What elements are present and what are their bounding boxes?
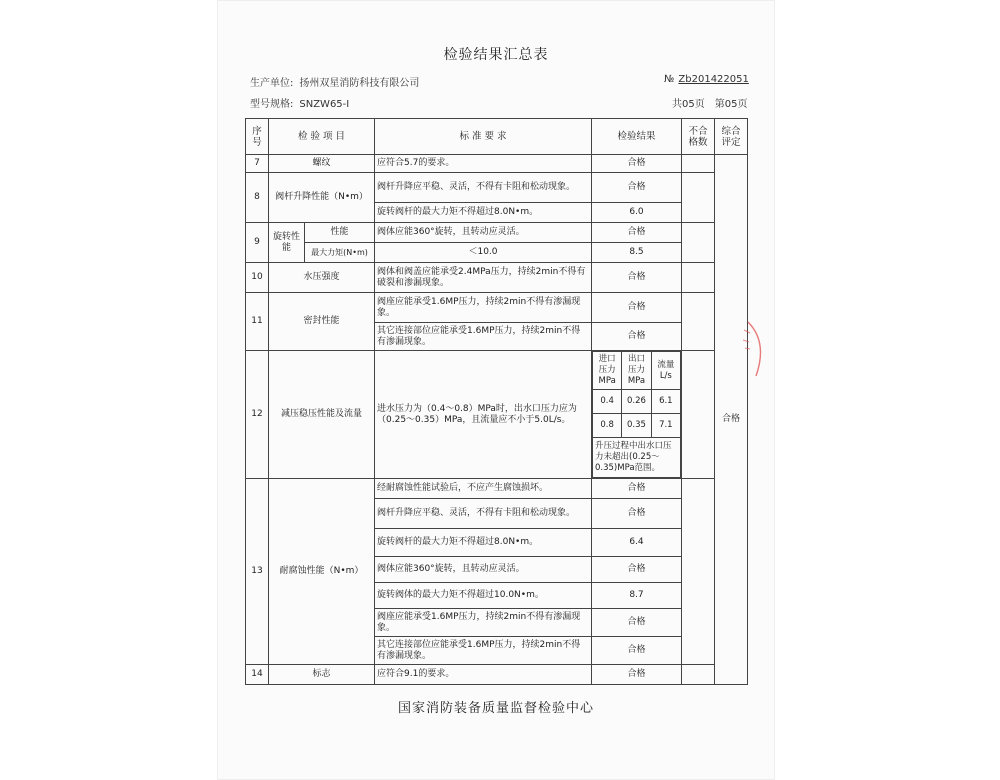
requirement: 其它连接部位应能承受1.6MP压力，持续2min不得有渗漏现象。 [375,637,592,665]
item-name: 标志 [269,665,375,685]
result: 合格 [592,323,682,351]
col-header-overall: 综合评定 [715,119,748,155]
requirement: 进水压力为（0.4～0.8）MPa时，出水口压力应为（0.25～0.35）MPa，且流量应不小于5.0L/s。 [375,351,592,479]
row-number: 12 [246,351,269,479]
sub-item: 性能 [305,223,375,243]
result: 合格 [592,637,682,665]
outlet-pressure-value: 0.26 [622,390,651,414]
requirement: 阀体和阀盖应能承受2.4MPa压力，持续2min不得有破裂和渗漏现象。 [375,263,592,293]
issuer-footer: 国家消防装备质量监督检验中心 [397,701,594,716]
table-row [246,351,748,479]
row-number: 13 [246,479,269,665]
manufacturer-label: 生产单位: [250,78,294,89]
fail-count-cell [682,155,715,173]
col-header-seq: 序号 [246,119,269,155]
result: 8.7 [592,583,682,609]
result: 合格 [592,173,682,203]
report-number-value: Zb201422051 [678,74,749,85]
row-number: 14 [246,665,269,685]
flow-header: 流量L/s [651,352,680,390]
requirement: 经耐腐蚀性能试验后，不应产生腐蚀损坏。 [375,479,592,499]
table-row [246,479,748,499]
col-header-item: 检 验 项 目 [269,119,375,155]
result: 合格 [592,609,682,637]
fail-count-cell [682,479,715,665]
manufacturer-value: 扬州双星消防科技有限公司 [299,78,420,89]
requirement: ＜10.0 [375,243,592,263]
requirement: 旋转阀杆的最大力矩不得超过8.0N•m。 [375,529,592,557]
requirement: 阀座应能承受1.6MP压力，持续2min不得有渗漏现象。 [375,609,592,637]
table-row [246,263,748,293]
table-row [246,293,748,323]
inlet-pressure-value: 0.4 [593,390,622,414]
outlet-pressure-value: 0.35 [622,414,651,438]
result: 8.5 [592,243,682,263]
row-number: 8 [246,173,269,223]
requirement: 阀体应能360°旋转，且转动应灵活。 [375,223,592,243]
col-header-fail-count: 不合格数 [682,119,715,155]
table-row [246,223,748,243]
manufacturer-line [250,74,419,89]
pressure-note: 升压过程中出水口压力未超出(0.25～0.35)MPa范围。 [593,438,681,478]
model-value: SNZW65-Ⅰ [299,99,350,110]
document-title: 检验结果汇总表 [443,47,549,63]
flow-test-cell [592,351,682,479]
row-number: 7 [246,155,269,173]
fail-count-cell [682,293,715,351]
col-header-result: 检验结果 [592,119,682,155]
model-line [250,95,349,110]
inlet-pressure-header: 进口压力MPa [593,352,622,390]
item-name: 水压强度 [269,263,375,293]
sub-item: 最大力矩(N•m) [305,243,375,263]
flow-value: 6.1 [651,390,680,414]
item-name: 旋转性能 [269,223,305,263]
item-name: 螺纹 [269,155,375,173]
inlet-pressure-value: 0.8 [593,414,622,438]
item-name: 耐腐蚀性能（N•m） [269,479,375,665]
requirement: 应符合9.1的要求。 [375,665,592,685]
result: 合格 [592,293,682,323]
requirement: 阀座应能承受1.6MP压力，持续2min不得有渗漏现象。 [375,293,592,323]
result: 6.4 [592,529,682,557]
requirement: 阀体应能360°旋转，且转动应灵活。 [375,557,592,583]
fail-count-cell [682,173,715,223]
requirement: 阀杆升降应平稳、灵活，不得有卡阻和松动现象。 [375,499,592,529]
report-number [664,74,749,85]
seal-stamp-fragment [742,318,772,378]
table-row [246,173,748,203]
fail-count-cell [682,351,715,479]
result: 合格 [592,665,682,685]
requirement: 其它连接部位应能承受1.6MP压力，持续2min不得有渗漏现象。 [375,323,592,351]
item-name: 密封性能 [269,293,375,351]
fail-count-cell [682,263,715,293]
page-count: 共05页 第05页 [672,99,748,110]
report-number-label: № [664,74,675,85]
overall-verdict: 合格 [715,155,748,685]
result: 合格 [592,499,682,529]
table-header-row [246,119,748,155]
outlet-pressure-header: 出口压力MPa [622,352,651,390]
requirement: 旋转阀杆的最大力矩不得超过8.0N•m。 [375,203,592,223]
result: 6.0 [592,203,682,223]
item-name: 阀杆升降性能（N•m） [269,173,375,223]
fail-count-cell [682,223,715,263]
model-label: 型号规格: [250,99,294,110]
row-number: 9 [246,223,269,263]
table-row [246,155,748,173]
result: 合格 [592,557,682,583]
result: 合格 [592,263,682,293]
table-row [246,665,748,685]
row-number: 10 [246,263,269,293]
col-header-requirement: 标 准 要 求 [375,119,592,155]
flow-test-table [592,351,681,478]
row-number: 11 [246,293,269,351]
results-table [245,118,748,685]
requirement: 应符合5.7的要求。 [375,155,592,173]
table-row [246,243,748,263]
flow-value: 7.1 [651,414,680,438]
result: 合格 [592,155,682,173]
requirement: 阀杆升降应平稳、灵活，不得有卡阻和松动现象。 [375,173,592,203]
result: 合格 [592,479,682,499]
item-name: 减压稳压性能及流量 [269,351,375,479]
requirement: 旋转阀体的最大力矩不得超过10.0N•m。 [375,583,592,609]
fail-count-cell [682,665,715,685]
result: 合格 [592,223,682,243]
